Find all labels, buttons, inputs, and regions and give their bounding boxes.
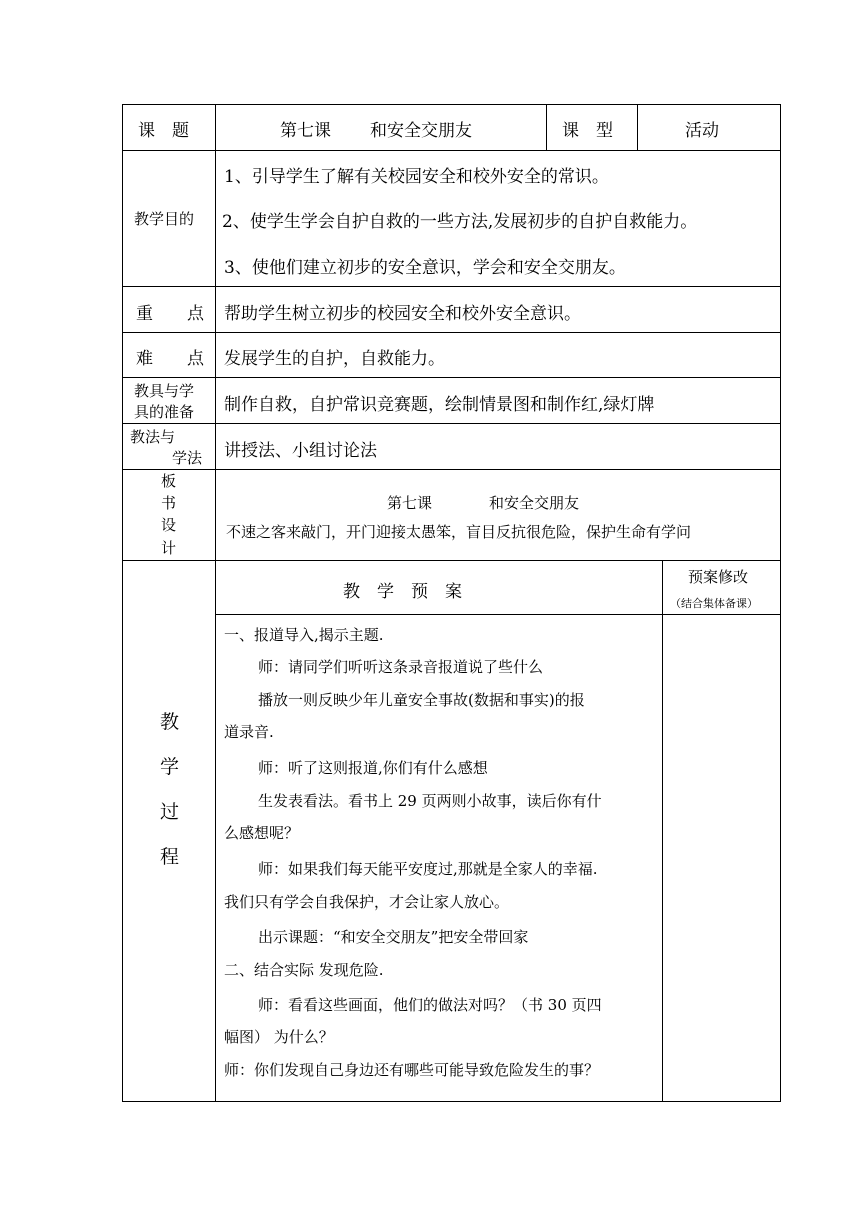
key-point-value: 帮助学生树立初步的校园安全和校外安全意识。 bbox=[224, 304, 581, 324]
board-title-text: 和安全交朋友 bbox=[489, 494, 580, 512]
goal-item: 1、引导学生了解有关校园安全和校外安全的常识。 bbox=[224, 167, 609, 187]
plan-line: 师：请同学们听听这条录音报道说了些什么 bbox=[258, 658, 544, 676]
methods-label: 教法与 bbox=[130, 428, 176, 446]
difficulty-label: 难 点 bbox=[136, 349, 204, 369]
topic-lesson-number: 第七课 bbox=[280, 121, 331, 141]
tools-label: 具的准备 bbox=[134, 403, 195, 421]
board-label-char: 计 bbox=[161, 539, 177, 557]
type-value: 活动 bbox=[685, 121, 719, 141]
methods-value: 讲授法、小组讨论法 bbox=[224, 441, 377, 461]
goal-item: 3、使他们建立初步的安全意识，学会和安全交朋友。 bbox=[224, 258, 626, 278]
goal-item: 2、使学生学会自护自救的一些方法,发展初步的自护自救能力。 bbox=[222, 212, 698, 232]
topic-label: 课 题 bbox=[138, 121, 189, 141]
plan-line: 我们只有学会自我保护，才会让家人放心。 bbox=[224, 893, 510, 911]
goals-label: 教学目的 bbox=[134, 210, 195, 228]
plan-line: 么感想呢？ bbox=[224, 824, 300, 842]
board-title-lesson: 第七课 bbox=[387, 494, 433, 512]
plan-line: 师：如果我们每天能平安度过,那就是全家人的幸福. bbox=[258, 860, 598, 878]
revision-subheader: （结合集体备课） bbox=[670, 597, 758, 610]
board-subtitle: 不速之客来敲门，开门迎接太愚笨，盲目反抗很危险，保护生命有学问 bbox=[226, 523, 692, 541]
methods-label: 学法 bbox=[172, 449, 203, 467]
plan-line: 出示课题：“和安全交朋友”把安全带回家 bbox=[258, 928, 529, 946]
plan-line: 一、报道导入,揭示主题. bbox=[224, 626, 384, 644]
board-label-char: 书 bbox=[161, 494, 177, 512]
plan-line: 二、结合实际 发现危险. bbox=[224, 961, 384, 979]
process-label-char: 教 bbox=[160, 711, 180, 733]
plan-line: 生发表看法。看书上 29 页两则小故事，读后你有什 bbox=[258, 792, 602, 810]
board-label-char: 板 bbox=[161, 472, 177, 490]
tools-value: 制作自救，自护常识竞赛题，绘制情景图和制作红,绿灯牌 bbox=[224, 395, 655, 415]
plan-line: 播放一则反映少年儿童安全事故(数据和事实)的报 bbox=[258, 691, 585, 709]
process-label-char: 程 bbox=[160, 846, 180, 868]
plan-line: 师：看看这些画面，他们的做法对吗？（书 30 页四 bbox=[258, 996, 602, 1014]
plan-header: 教 学 预 案 bbox=[343, 582, 462, 602]
plan-line: 师：你们发现自己身边还有哪些可能导致危险发生的事？ bbox=[224, 1061, 600, 1079]
revision-header: 预案修改 bbox=[688, 568, 749, 586]
process-label-char: 过 bbox=[160, 801, 180, 823]
plan-line: 师：听了这则报道,你们有什么感想 bbox=[258, 759, 488, 777]
board-label-char: 设 bbox=[161, 516, 177, 534]
topic-title: 和安全交朋友 bbox=[370, 121, 472, 141]
difficulty-value: 发展学生的自护，自救能力。 bbox=[224, 349, 445, 369]
plan-line: 道录音. bbox=[224, 723, 274, 741]
process-label-char: 学 bbox=[160, 756, 180, 778]
plan-line: 幅图） 为什么？ bbox=[224, 1028, 334, 1046]
key-point-label: 重 点 bbox=[136, 304, 204, 324]
tools-label: 教具与学 bbox=[134, 382, 195, 400]
type-label: 课 型 bbox=[562, 121, 613, 141]
